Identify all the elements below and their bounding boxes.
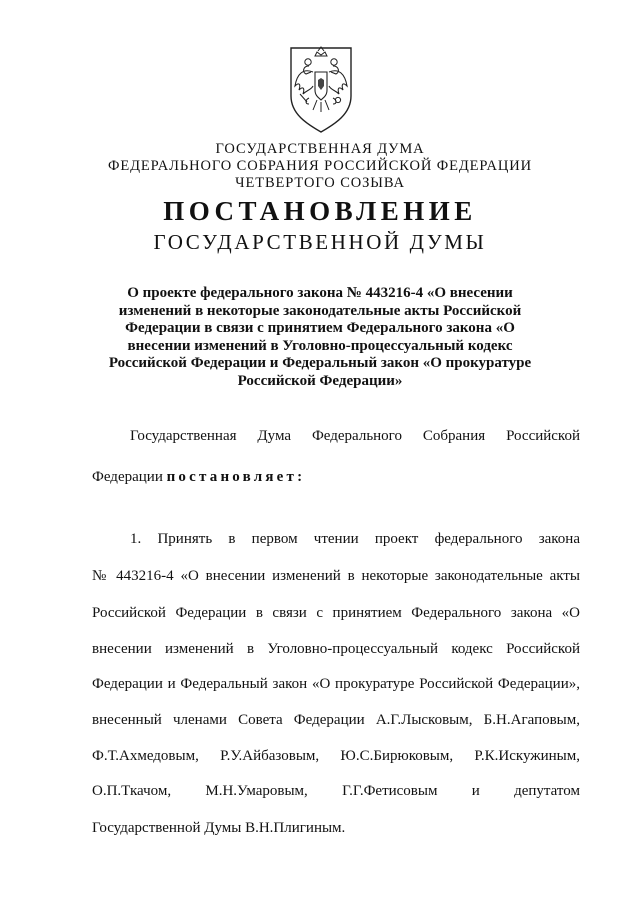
intro-line: Государственная Дума Федерального Собрания Российской <box>130 428 580 444</box>
org-line-convocation: ЧЕТВЕРТОГО СОЗЫВА <box>235 175 405 191</box>
document-subtitle: ГОСУДАРСТВЕННОЙ ДУМЫ <box>153 230 487 254</box>
para1-line: Российской Федерации в связи с принятием Федерального закона «О <box>92 605 580 621</box>
org-line-duma: ГОСУДАРСТВЕННАЯ ДУМА <box>215 141 425 157</box>
para1-line: 1. Принять в первом чтении проект федерального закона <box>130 531 580 547</box>
resolution-heading: О проекте федерального закона № 443216-4 «О внесении изменений в некоторые законодательные акты Российской Федерации в связи с принятием Федерального закона «О внесении изменений в Уголовно-процессуальный кодекс Российской Федерации и Федеральный закон «О прокуратуре Российской Федерации» <box>108 285 532 389</box>
russian-double-headed-eagle-icon <box>287 42 355 134</box>
para1-line: внесении изменений в Уголовно-процессуальный кодекс Российской <box>92 641 580 657</box>
para1-line: № 443216-4 «О внесении изменений в некоторые законодательные акты <box>92 568 580 584</box>
intro-line-2 <box>92 469 580 489</box>
para1-line: Государственной Думы В.Н.Плигиным. <box>92 820 346 836</box>
para1-line: Федерации и Федеральный закон «О прокуратуре Российской Федерации», <box>92 676 580 692</box>
resolves-word: постановляет: <box>166 469 306 485</box>
document-title: ПОСТАНОВЛЕНИЕ <box>163 196 477 226</box>
org-line-assembly: ФЕДЕРАЛЬНОГО СОБРАНИЯ РОССИЙСКОЙ ФЕДЕРАЦИИ <box>107 158 533 174</box>
para1-line: О.П.Ткачом, М.Н.Умаровым, Г.Г.Фетисовым и депутатом <box>92 783 580 799</box>
intro-federation-word: Федерации <box>92 469 163 485</box>
para1-line: Ф.Т.Ахмедовым, Р.У.Айбазовым, Ю.С.Бирюковым, Р.К.Искужиным, <box>92 748 580 764</box>
para1-line: внесенный членами Совета Федерации А.Г.Лысковым, Б.Н.Агаповым, <box>92 712 580 728</box>
